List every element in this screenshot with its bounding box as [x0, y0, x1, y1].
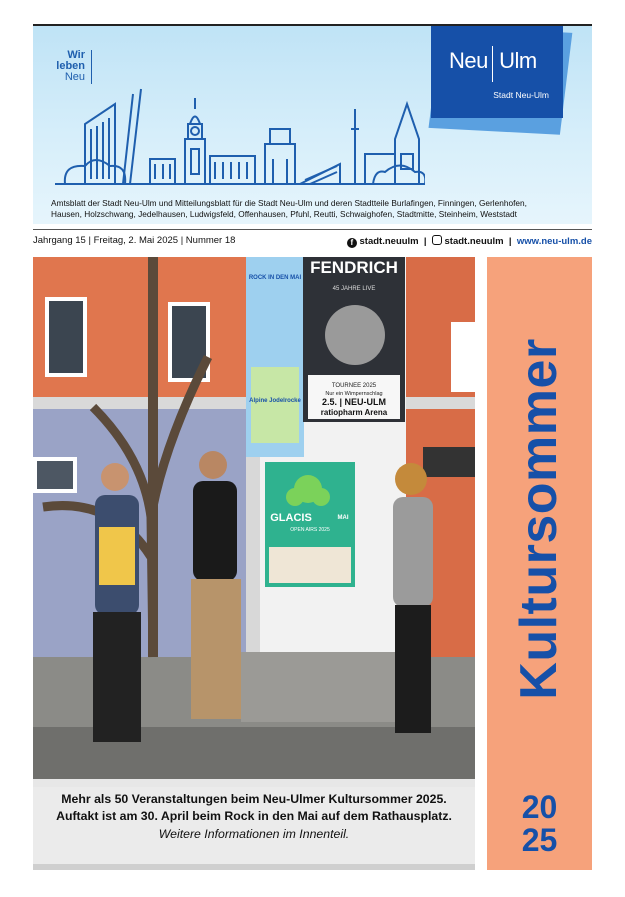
poster-fendrich-sub: 45 JAHRE LIVE — [332, 286, 376, 292]
poster-date: 2.5. | NEU-ULM — [321, 397, 387, 407]
poster-glacis-mai: MAI — [337, 515, 349, 521]
separator: | — [508, 236, 512, 247]
poster-fendrich-title: FENDRICH — [310, 258, 398, 277]
poster-tour-sub: Nur ein Wimpernschlag — [325, 391, 383, 397]
motto-line-1: Wir — [67, 49, 85, 61]
issue-info: Jahrgang 15 | Freitag, 2. Mai 2025 | Nummer 18 — [33, 235, 236, 246]
logo-wordmark: Neu Ulm — [449, 48, 537, 73]
poster-rock: ROCK IN DEN MAI — [248, 275, 302, 281]
motto-line-3: Neu — [64, 71, 85, 83]
year-label — [487, 791, 592, 857]
photo-caption — [33, 779, 475, 864]
instagram-handle[interactable]: stadt.neuulm — [444, 236, 504, 247]
logo-box — [431, 26, 563, 118]
motto-line-2: leben — [56, 60, 85, 72]
logo-subtitle: Stadt Neu-Ulm — [493, 90, 549, 100]
poster-tour: TOURNEE 2025 — [331, 383, 377, 389]
poster-alpine: Alpine Jodelrocke — [249, 398, 301, 404]
poster-glacis: GLACIS — [270, 512, 312, 524]
masthead — [33, 26, 592, 224]
kultursommer-title: Kultursommer — [510, 338, 568, 700]
social-links — [347, 235, 592, 248]
city-skyline-illustration — [55, 84, 425, 194]
caption-line-1: Mehr als 50 Veranstaltungen beim Neu-Ulmer Kultursommer 2025. — [61, 792, 447, 806]
amtsblatt-line-2: Hausen, Holzschwang, Jedelhausen, Ludwigsfeld, Offenhausen, Pfuhl, Reutti, Schwaighofen, Stadtmitte, Steinheim, Weststadt — [51, 209, 517, 219]
facebook-icon: f — [347, 238, 357, 248]
cover-photo — [33, 257, 475, 870]
issue-bar — [33, 235, 592, 249]
issue-rule — [33, 229, 592, 230]
amtsblatt-text — [51, 198, 581, 220]
instagram-icon — [432, 235, 442, 245]
amtsblatt-line-1: Amtsblatt der Stadt Neu-Ulm und Mitteilungsblatt für die Stadt Neu-Ulm und deren Stadtteile Burlafingen, Finningen, Gerlenhofen, — [51, 198, 527, 208]
separator: | — [423, 236, 427, 247]
poster-arena: ratiopharm Arena — [320, 408, 388, 417]
caption-line-2: Auftakt ist am 30. April beim Rock in den Mai auf dem Rathausplatz. — [56, 809, 452, 823]
facebook-handle[interactable]: stadt.neuulm — [359, 236, 419, 247]
kultursommer-sidebar — [487, 257, 592, 870]
website-link[interactable]: www.neu-ulm.de — [516, 236, 592, 247]
caption-line-3: Weitere Informationen im Innenteil. — [158, 827, 350, 841]
logo-divider — [492, 46, 493, 82]
motto-divider — [91, 50, 92, 84]
city-logo — [431, 26, 571, 130]
year-part-1: 20 — [521, 789, 558, 825]
motto — [49, 50, 85, 83]
poster-glacis-sub: OPEN AIRS 2025 — [290, 527, 330, 533]
year-part-2: 25 — [521, 822, 558, 858]
